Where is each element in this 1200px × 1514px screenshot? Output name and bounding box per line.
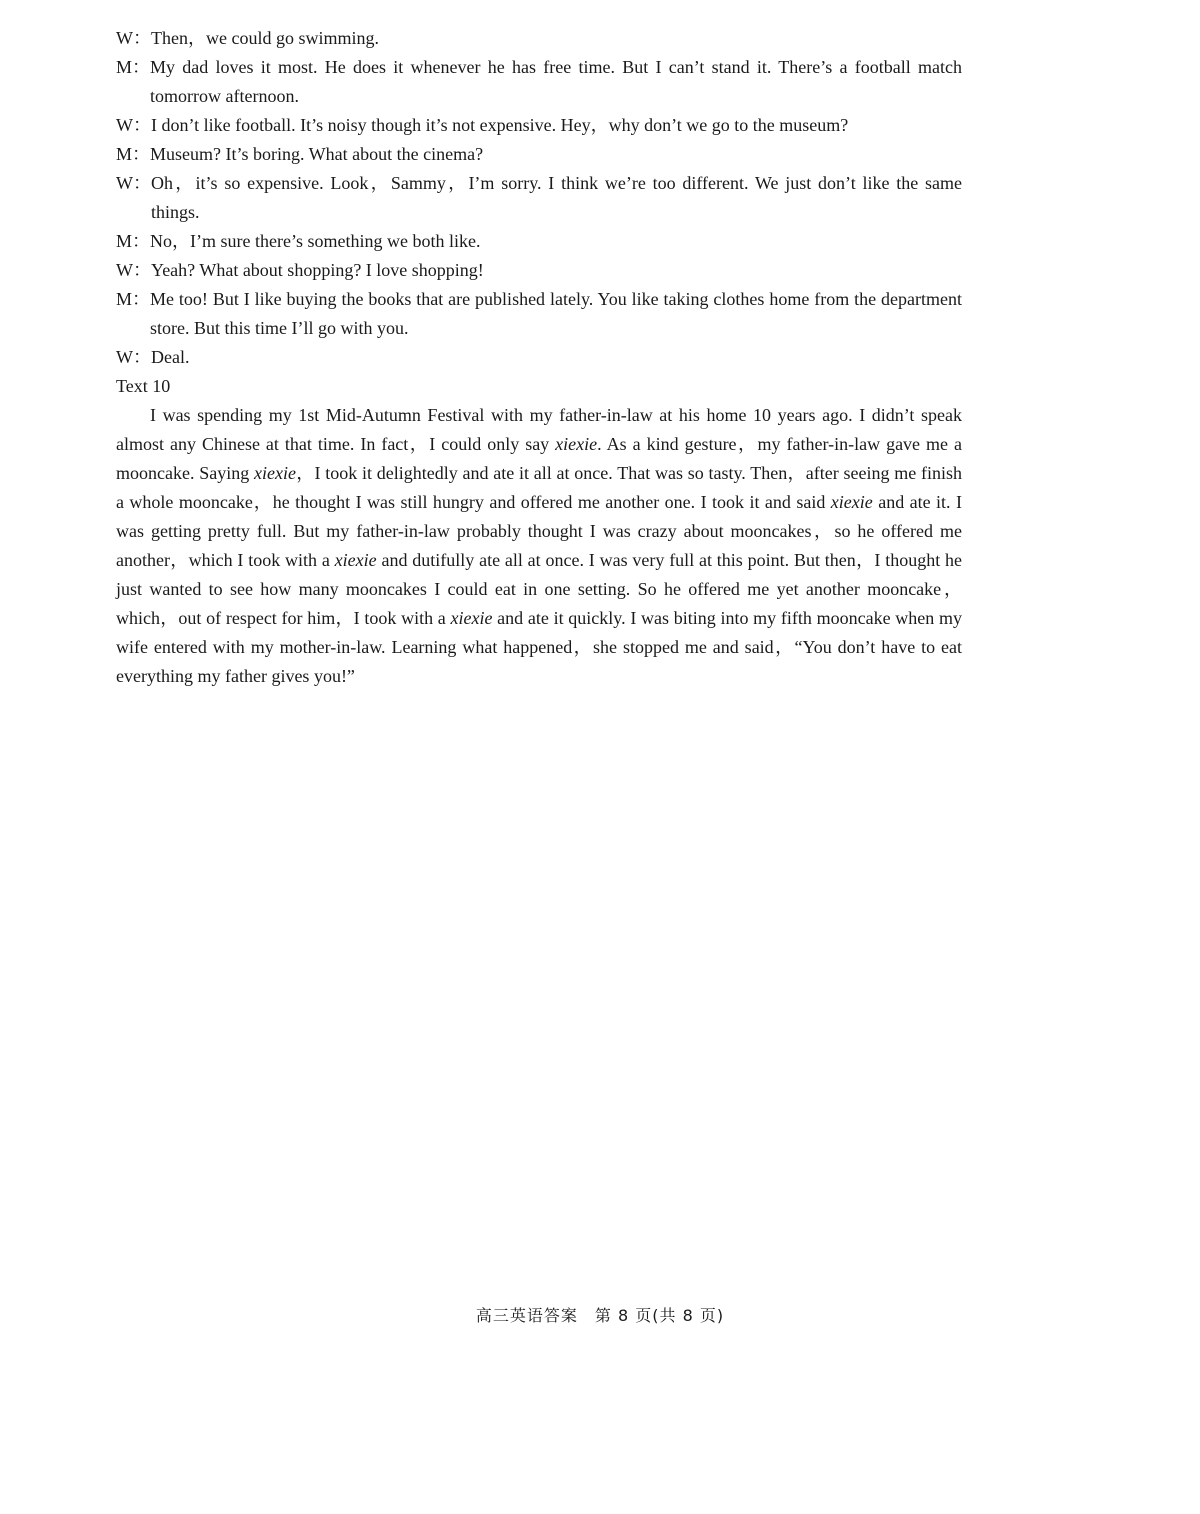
- speaker-label: W：: [116, 260, 151, 280]
- dialogue-text: Then，we could go swimming.: [151, 28, 379, 48]
- passage-italic-word: xiexie: [254, 463, 296, 483]
- passage-text: ，I took it delightedly and ate it all at once. That was so tasty. Then，after seeing me finish a whole mooncake，he thought I was still hungry and offered me another one. I took it and said: [116, 463, 962, 512]
- dialogue-text: Deal.: [151, 347, 190, 367]
- speaker-label: M：: [116, 57, 151, 77]
- document-body: [116, 24, 962, 691]
- dialogue-line: [116, 169, 962, 227]
- speaker-label: M：: [116, 231, 151, 251]
- passage-italic-word: xiexie: [450, 608, 493, 628]
- speaker-label: W：: [116, 28, 151, 48]
- dialogue-line: [116, 111, 962, 140]
- passage-text: and ate it quickly. I was biting into my fifth mooncake when my wife entered with my mother-in-law. Learning what happened，she stopped me and said，“You don’t have to eat everything my father gives you!”: [116, 608, 962, 686]
- dialogue-line: [116, 53, 962, 111]
- speaker-label: M：: [116, 144, 151, 164]
- dialogue-line: [116, 227, 962, 256]
- dialogue-text: Yeah? What about shopping? I love shopping!: [151, 260, 484, 280]
- passage-text: I was spending my 1st Mid-Autumn Festival with my father-in-law at his home 10 years ago. I didn’t speak almost any Chinese at that time. In fact，I could only say: [116, 405, 962, 454]
- passage-text: . As a kind gesture，my father-in-law gave me a mooncake. Saying: [116, 434, 962, 483]
- dialogue-line: [116, 343, 962, 372]
- section-title: Text 10: [116, 376, 171, 396]
- dialogue-line: [116, 256, 962, 285]
- speaker-label: W：: [116, 173, 151, 193]
- passage-italic-word: xiexie: [830, 492, 873, 512]
- page-footer: 高三英语答案 第 8 页(共 8 页): [475, 1306, 725, 1325]
- dialogue-line: [116, 140, 962, 169]
- dialogue-text: Oh，it’s so expensive. Look，Sammy，I’m sorry. I think we’re too different. We just don’t like the same things.: [151, 173, 962, 222]
- dialogue-line: [116, 285, 962, 343]
- dialogue-text: My dad loves it most. He does it whenever he has free time. But I can’t stand it. There’s a football match tomorrow afternoon.: [150, 57, 962, 106]
- dialogue-text: No，I’m sure there’s something we both like.: [150, 231, 481, 251]
- passage-italic-word: xiexie: [334, 550, 377, 570]
- speaker-label: W：: [116, 347, 151, 367]
- passage-paragraph: [116, 401, 962, 691]
- passage-text: and ate it. I was getting pretty full. But my father-in-law probably thought I was crazy about mooncakes，so he offered me another，which I took with a: [116, 492, 962, 570]
- dialogue-line: [116, 24, 962, 53]
- dialogue-text: I don’t like football. It’s noisy though it’s not expensive. Hey，why don’t we go to the museum?: [151, 115, 849, 135]
- speaker-label: W：: [116, 115, 151, 135]
- speaker-label: M：: [116, 289, 151, 309]
- passage-text: and dutifully ate all at once. I was very full at this point. But then，I thought he just wanted to see how many mooncakes I could eat in one setting. So he offered me yet another mooncake，which，out of respect for him，I took with a: [116, 550, 963, 628]
- dialogue: [116, 24, 962, 372]
- dialogue-text: Museum? It’s boring. What about the cinema?: [150, 144, 484, 164]
- passage-italic-word: xiexie: [555, 434, 598, 454]
- dialogue-text: Me too! But I like buying the books that are published lately. You like taking clothes home from the department store. But this time I’ll go with you.: [150, 289, 962, 338]
